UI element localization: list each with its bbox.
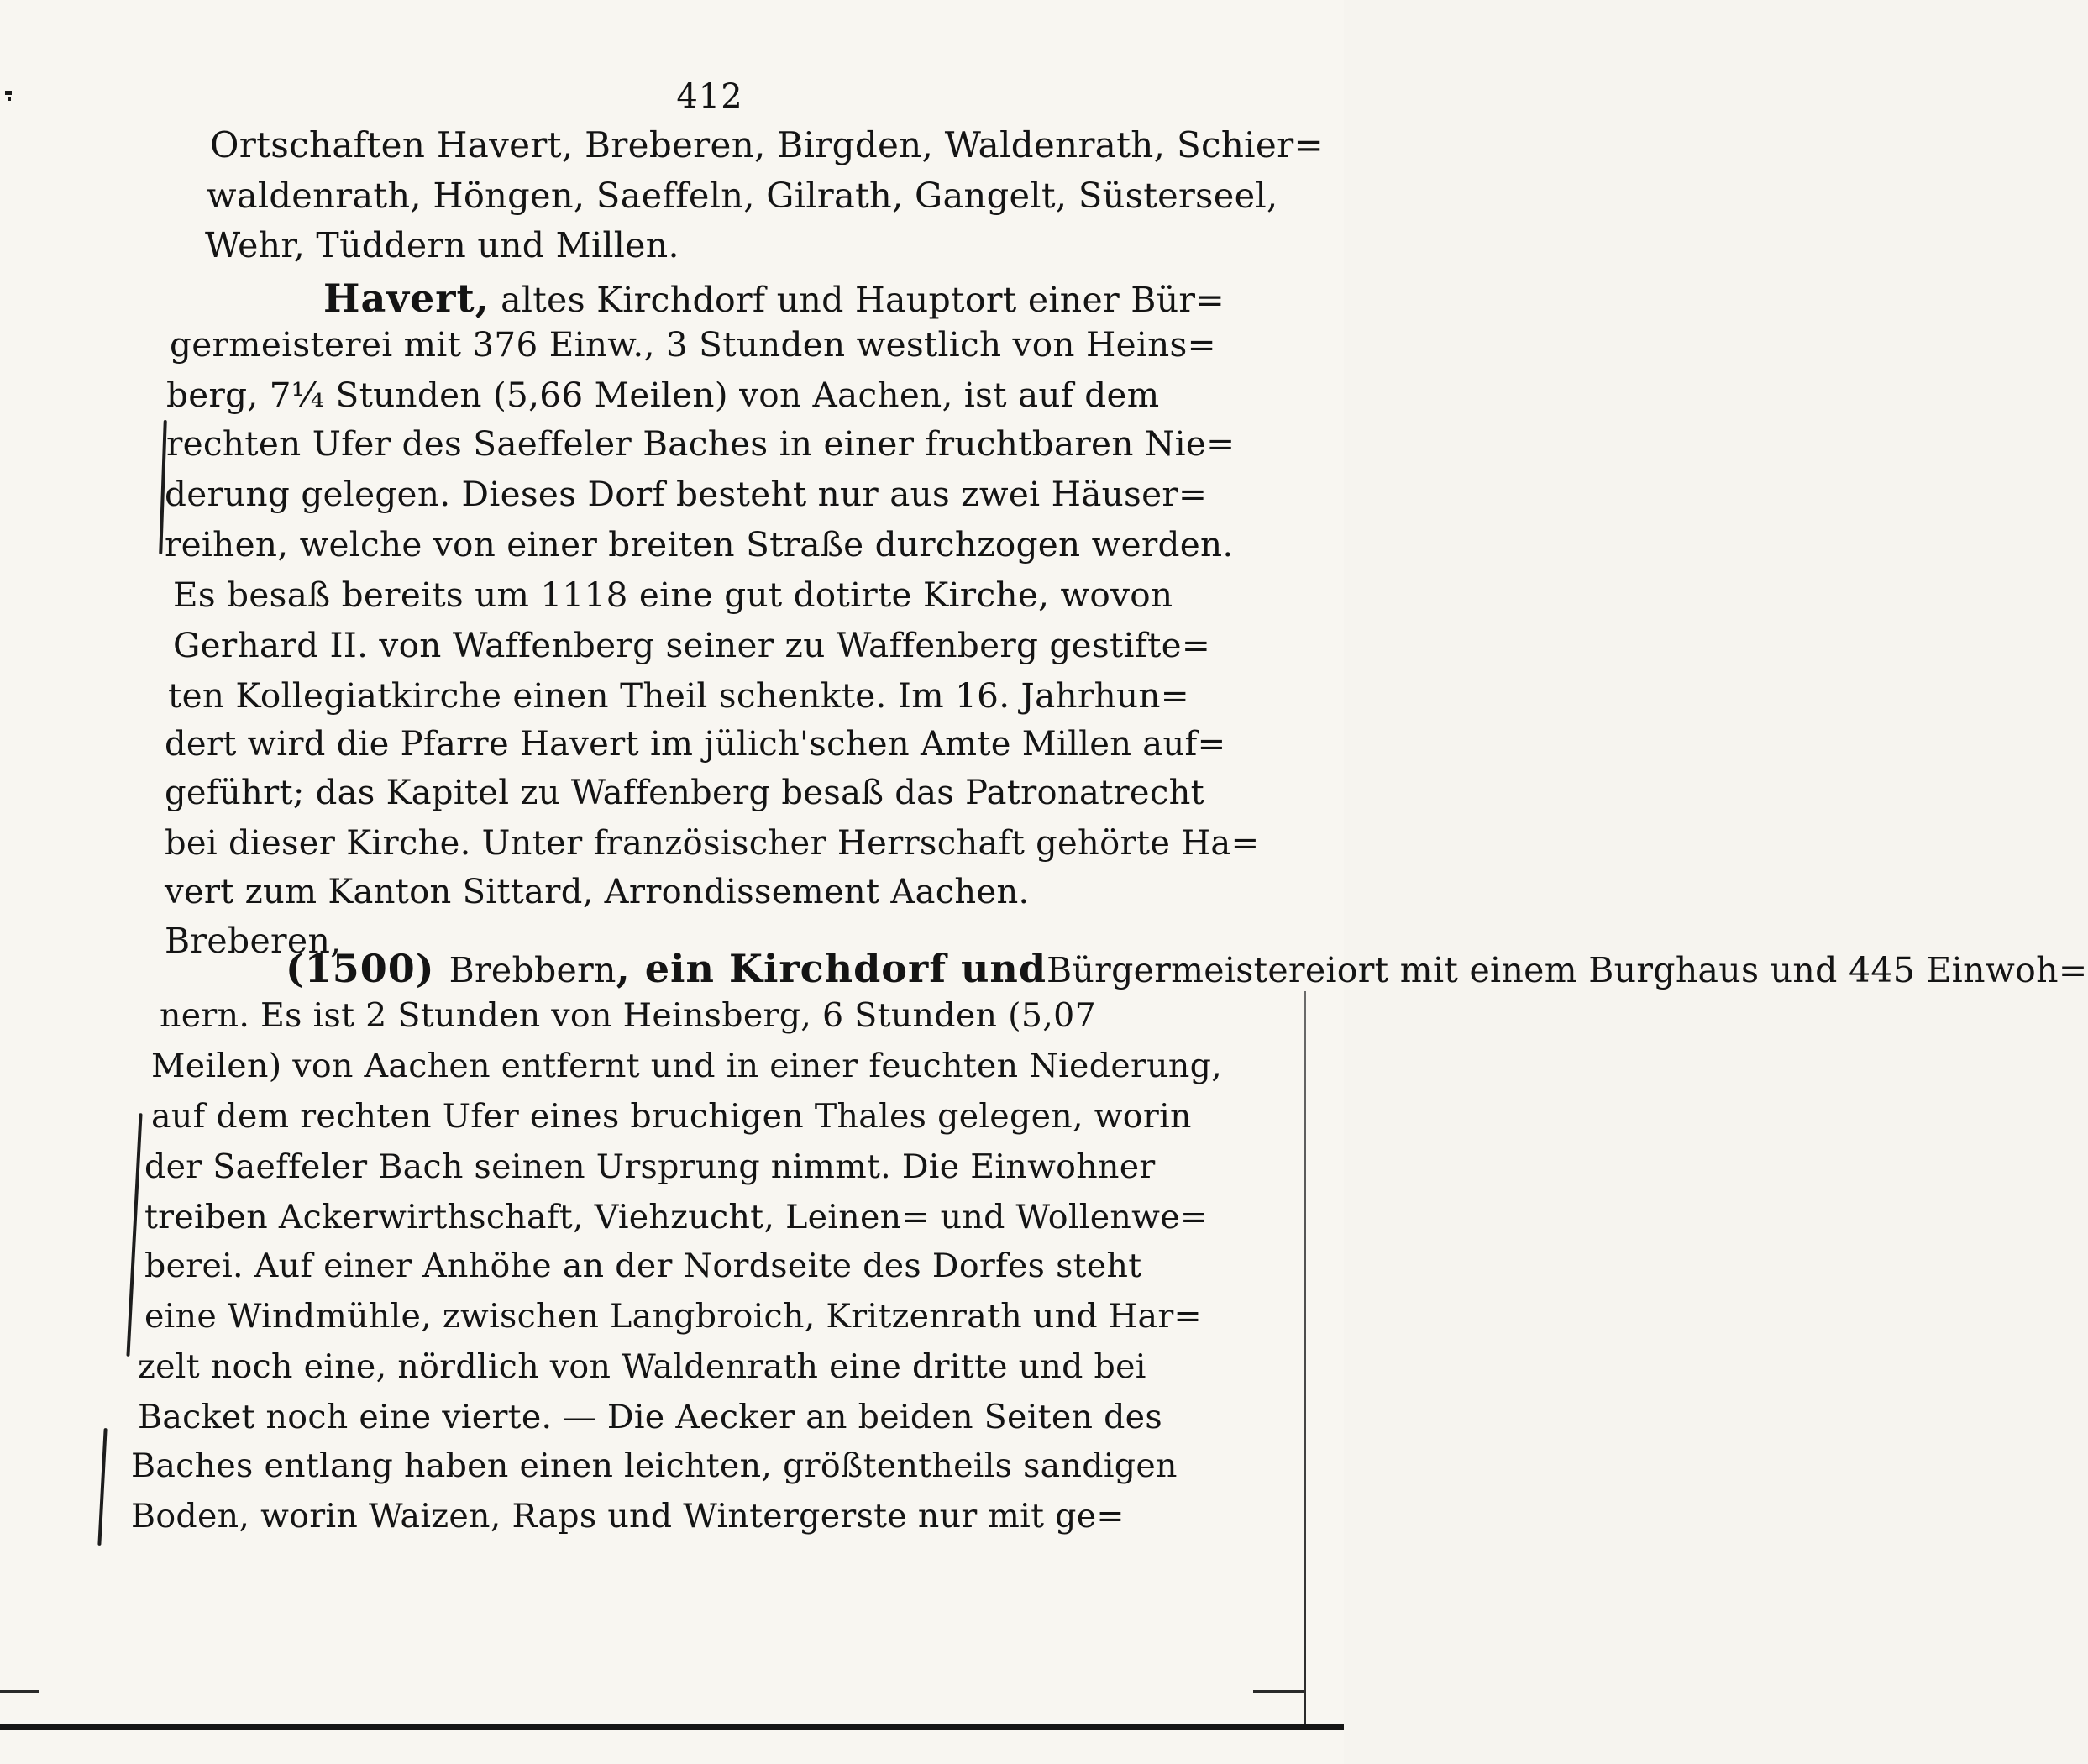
text-line: dert wird die Pfarre Havert im jülich'schen Amte Millen auf= bbox=[165, 725, 1226, 764]
text-line: eine Windmühle, zwischen Langbroich, Kritzenrath und Har= bbox=[144, 1297, 1202, 1336]
text-line: Es besaß bereits um 1118 eine gut dotirte Kirche, wovon bbox=[173, 575, 1173, 615]
text-line: Ortschaften Havert, Breberen, Birgden, Waldenrath, Schier= bbox=[210, 124, 1324, 165]
text-line: Backet noch eine vierte. — Die Aecker an beiden Seiten des bbox=[138, 1398, 1162, 1436]
text-line: berg, 7¼ Stunden (5,66 Meilen) von Aachen, ist auf dem bbox=[166, 375, 1160, 415]
page-edge-shadow bbox=[1304, 991, 1306, 1730]
text-line: berei. Auf einer Anhöhe an der Nordseite des Dorfes steht bbox=[144, 1247, 1142, 1285]
text-line: Wehr, Tüddern und Millen. bbox=[205, 225, 679, 265]
text-line: zelt noch eine, nördlich von Waldenrath eine dritte und bei bbox=[138, 1347, 1146, 1386]
entry-heading-line bbox=[323, 276, 1225, 321]
page-number: 412 bbox=[676, 77, 743, 116]
text-line: rechten Ufer des Saeffeler Baches in einer fruchtbaren Nie= bbox=[166, 423, 1235, 464]
margin-marker bbox=[97, 1428, 107, 1546]
text-line: nern. Es ist 2 Stunden von Heinsberg, 6 Stunden (5,07 bbox=[160, 996, 1097, 1035]
text-line: treiben Ackerwirthschaft, Viehzucht, Leinen= und Wollenwe= bbox=[144, 1198, 1209, 1236]
bottom-dash bbox=[1253, 1690, 1304, 1693]
entry-year: Brebbern bbox=[449, 950, 616, 990]
text-line: bei dieser Kirche. Unter französischer Herrschaft gehörte Ha= bbox=[165, 824, 1260, 863]
text-line: Breberen, bbox=[165, 921, 342, 961]
text-line: Baches entlang haben einen leichten, größtentheils sandigen bbox=[131, 1446, 1178, 1485]
entry-heading-breberen: (1500) bbox=[286, 946, 449, 991]
text-line: waldenrath, Höngen, Saeffeln, Gilrath, Gangelt, Süsterseel, bbox=[207, 175, 1278, 216]
text-line: Gerhard II. von Waffenberg seiner zu Waffenberg gestifte= bbox=[173, 625, 1211, 665]
text-line: Boden, worin Waizen, Raps und Wintergerste nur mit ge= bbox=[131, 1497, 1125, 1536]
entry-heading-havert: Havert, bbox=[323, 276, 490, 321]
entry-heading-line bbox=[286, 946, 2088, 991]
bottom-dash bbox=[0, 1690, 39, 1693]
entry-heading-brebbern: , ein Kirchdorf und bbox=[616, 946, 1047, 991]
text-line: vert zum Kanton Sittard, Arrondissement Aachen. bbox=[165, 873, 1030, 911]
text-line: ten Kollegiatkirche einen Theil schenkte. Im 16. Jahrhun= bbox=[168, 675, 1189, 716]
text-line: Meilen) von Aachen entfernt und in einer feuchten Niederung, bbox=[151, 1047, 1223, 1085]
margin-marker bbox=[126, 1113, 142, 1357]
entry-text: Bürgermeistereiort mit einem Burghaus und 445 Einwoh= bbox=[1047, 950, 2088, 990]
text-line: reihen, welche von einer breiten Straße durchzogen werden. bbox=[165, 524, 1234, 564]
text-line: derung gelegen. Dieses Dorf besteht nur aus zwei Häuser= bbox=[165, 474, 1208, 514]
text-line: germeisterei mit 376 Einw., 3 Stunden westlich von Heins= bbox=[170, 324, 1216, 365]
page-bottom-edge bbox=[0, 1724, 1344, 1730]
text-line: auf dem rechten Ufer eines bruchigen Thales gelegen, worin bbox=[151, 1097, 1192, 1136]
text-line: der Saeffeler Bach seinen Ursprung nimmt. Die Einwohner bbox=[144, 1147, 1156, 1186]
entry-text: altes Kirchdorf und Hauptort einer Bür= bbox=[489, 280, 1225, 320]
text-line: geführt; das Kapitel zu Waffenberg besaß das Patronatrecht bbox=[165, 774, 1205, 812]
